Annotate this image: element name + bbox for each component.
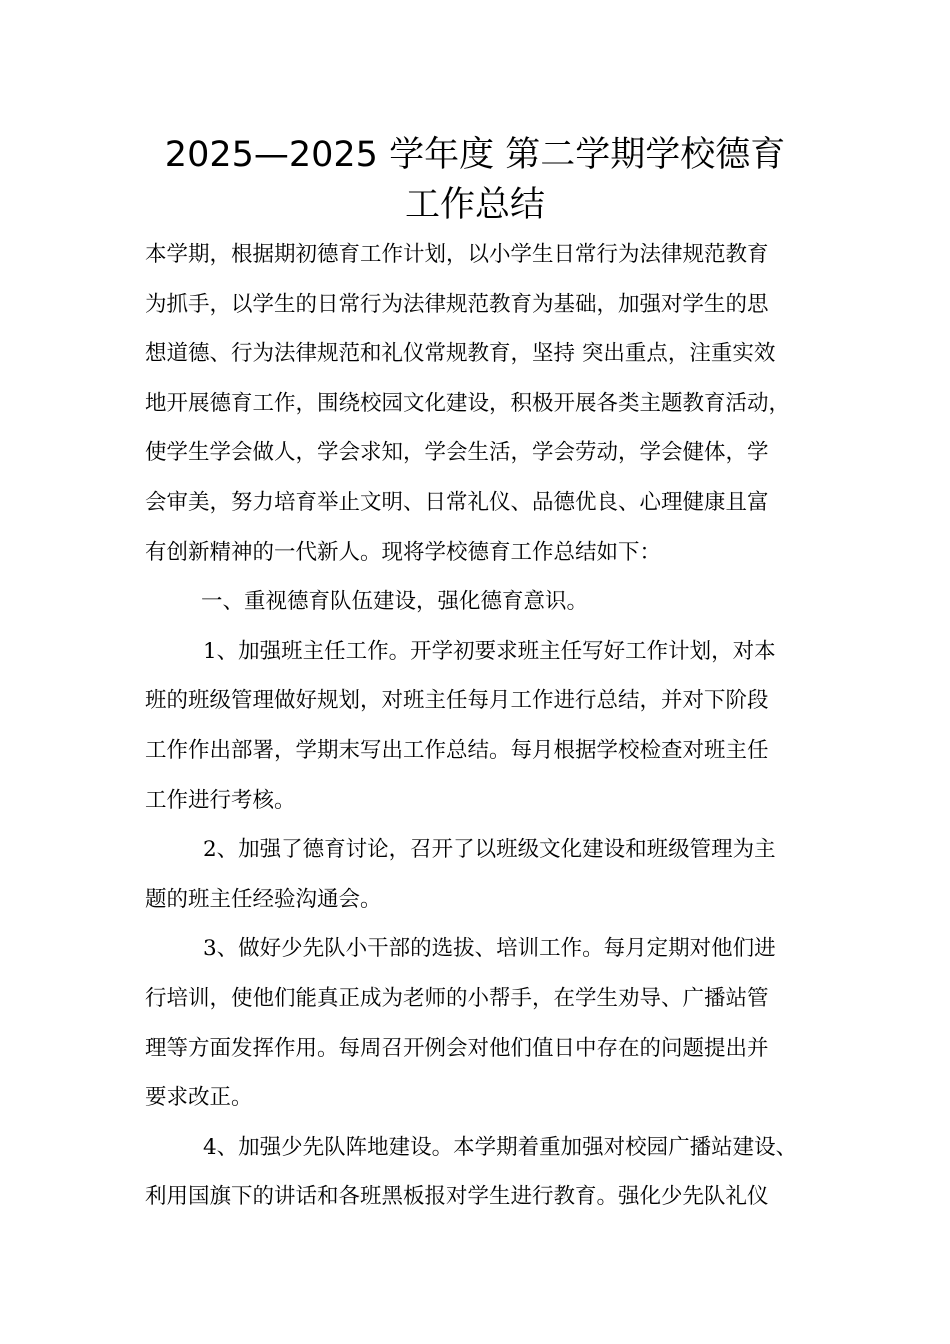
body-line: 班的班级管理做好规划，对班主任每月工作进行总结，并对下阶段: [145, 688, 769, 714]
body-line: 3、做好少先队小干部的选拔、培训工作。每月定期对他们进: [203, 936, 776, 962]
body-line: 工作进行考核。: [145, 787, 296, 813]
body-line: 工作作出部署，学期末写出工作总结。每月根据学校检查对班主任: [145, 737, 769, 763]
body-line: 题的班主任经验沟通会。: [145, 886, 382, 912]
body-line: 地开展德育工作，围绕校园文化建设，积极开展各类主题教育活动，: [145, 390, 791, 416]
body-line: 行培训，使他们能真正成为老师的小帮手，在学生劝导、广播站管: [145, 985, 769, 1011]
body-line: 使学生学会做人，学会求知，学会生活，学会劳动，学会健体，学: [145, 440, 769, 466]
body-line: 想道德、行为法律规范和礼仪常规教育，坚持 突出重点，注重实效: [145, 341, 776, 367]
document-title-line-2: 工作总结: [404, 185, 545, 225]
body-line: 本学期，根据期初德育工作计划，以小学生日常行为法律规范教育: [145, 242, 769, 267]
body-line: 会审美，努力培育举止文明、日常礼仪、品德优良、心理健康且富: [145, 489, 769, 515]
body-line: 为抓手，以学生的日常行为法律规范教育为基础，加强对学生的思: [145, 291, 769, 317]
body-line: 要求改正。: [145, 1085, 253, 1111]
document-title-line-1: 2025—2025 学年度 第二学期学校德育: [164, 135, 786, 175]
section-heading: 一、重视德育队伍建设，强化德育意识。: [201, 589, 589, 615]
body-line: 有创新精神的一代新人。现将学校德育工作总结如下：: [145, 539, 662, 565]
document-body: [145, 230, 825, 1222]
body-line: 1、加强班主任工作。开学初要求班主任写好工作计划，对本: [203, 638, 776, 664]
body-line: 理等方面发挥作用。每周召开例会对他们值日中存在的问题提出并: [145, 1035, 769, 1061]
body-line: 4、加强少先队阵地建设。本学期着重加强对校园广播站建设、: [203, 1134, 798, 1160]
body-line: 利用国旗下的讲话和各班黑板报对学生进行教育。强化少先队礼仪: [145, 1184, 769, 1210]
body-line: 2、加强了德育讨论，召开了以班级文化建设和班级管理为主: [203, 837, 776, 863]
